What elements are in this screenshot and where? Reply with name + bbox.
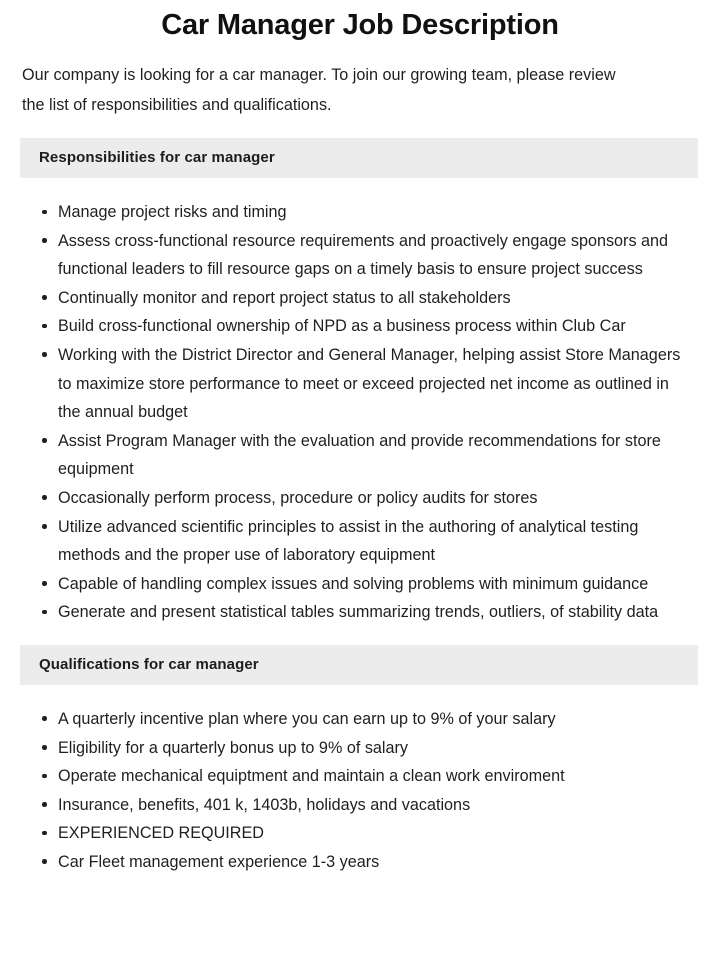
intro-paragraph: Our company is looking for a car manager. To join our growing team, please review the list of responsibilities and qualifications. — [22, 66, 616, 114]
list-item-text: Occasionally perform process, procedure or policy audits for stores — [58, 488, 538, 507]
bullet-icon — [42, 802, 47, 807]
list-item-text: Insurance, benefits, 401 k, 1403b, holidays and vacations — [58, 795, 471, 814]
section-heading-label: Responsibilities for car manager — [39, 149, 275, 166]
section-header-responsibilities — [20, 138, 698, 178]
bullet-icon — [42, 745, 47, 750]
list-item-text: Build cross-functional ownership of NPD as a business process within Club Car — [58, 317, 626, 336]
section-header-qualifications — [20, 645, 698, 685]
bullet-icon — [42, 295, 47, 300]
list-item — [0, 705, 720, 734]
list-item — [0, 341, 720, 427]
bullet-icon — [42, 581, 47, 586]
list-item — [0, 819, 720, 848]
list-item — [0, 312, 720, 341]
list-item — [0, 513, 720, 570]
list-item — [0, 598, 720, 627]
list-item — [0, 791, 720, 820]
list-item-text: Car Fleet management experience 1-3 years — [58, 852, 380, 871]
bullet-icon — [42, 210, 47, 215]
list-item — [0, 227, 720, 284]
bullet-icon — [42, 438, 47, 443]
list-item — [0, 484, 720, 513]
bullet-icon — [42, 716, 47, 721]
list-item — [0, 570, 720, 599]
section-responsibilities — [0, 138, 720, 627]
list-item — [0, 734, 720, 763]
section-heading-label: Qualifications for car manager — [39, 655, 259, 673]
list-item — [0, 848, 720, 877]
list-item-text: Generate and present statistical tables summarizing trends, outliers, of stability data — [58, 603, 659, 622]
list-item-text: Working with the District Director and General Manager, helping assist Store Managers to maximize store performance to meet or exceed projected net income as outlined in the annual budget — [58, 345, 681, 422]
list-item-text: EXPERIENCED REQUIRED — [58, 824, 264, 843]
list-item-text: A quarterly incentive plan where you can earn up to 9% of your salary — [58, 709, 556, 728]
bullet-icon — [42, 352, 47, 357]
bullet-icon — [42, 859, 47, 864]
list-item-text: Assess cross-functional resource requirements and proactively engage sponsors and functional leaders to fill resource gaps on a timely basis to ensure project success — [58, 231, 669, 279]
list-item — [0, 198, 720, 227]
responsibilities-list — [0, 198, 720, 627]
section-qualifications — [0, 645, 720, 877]
list-item — [0, 762, 720, 791]
list-item — [0, 427, 720, 484]
bullet-icon — [42, 324, 47, 329]
bullet-icon — [42, 831, 47, 836]
list-item-text: Assist Program Manager with the evaluation and provide recommendations for store equipment — [58, 431, 661, 479]
list-item-text: Capable of handling complex issues and solving problems with minimum guidance — [58, 574, 649, 593]
bullet-icon — [42, 774, 47, 779]
list-item-text: Continually monitor and report project status to all stakeholders — [58, 288, 511, 307]
bullet-icon — [42, 238, 47, 243]
qualifications-list — [0, 705, 720, 877]
bullet-icon — [42, 524, 47, 529]
bullet-icon — [42, 610, 47, 615]
list-item-text: Manage project risks and timing — [58, 203, 287, 221]
list-item-text: Utilize advanced scientific principles to assist in the authoring of analytical testing methods and the proper use of laboratory equipment — [58, 517, 639, 565]
list-item — [0, 284, 720, 313]
list-item-text: Eligibility for a quarterly bonus up to 9% of salary — [58, 738, 409, 757]
list-item-text: Operate mechanical equiptment and maintain a clean work enviroment — [58, 767, 565, 786]
page-title: Car Manager Job Description — [161, 9, 559, 41]
bullet-icon — [42, 495, 47, 500]
